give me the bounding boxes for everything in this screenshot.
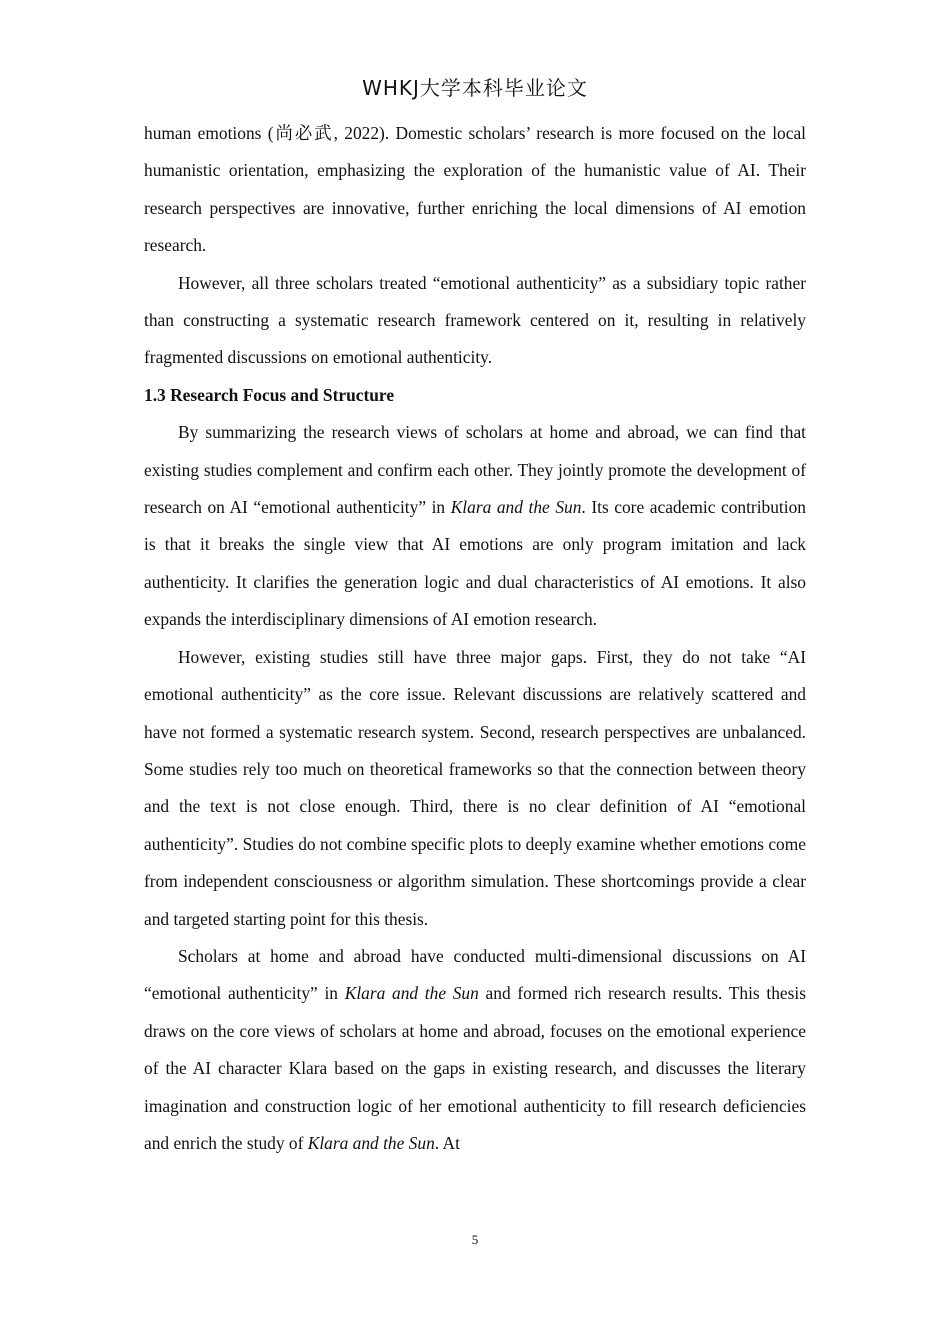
text-run: . Its core academic contribution is that it breaks the single view that AI emotions are only program imitation and lack authenticity. It clarifies the generation logic and dual characteristics of AI emotions. It also expands the interdisciplinary dimensions of AI emotion research. (144, 497, 806, 630)
text-run: Scholars at home and abroad have conducted multi-dimensional discussions on AI “emotional authenticity” in (144, 945, 806, 1004)
paragraph (144, 414, 806, 638)
section-heading: 1.3 Research Focus and Structure (144, 384, 395, 405)
book-title: Klara and the Sun (450, 497, 582, 518)
page-number: 5 (471, 1232, 479, 1247)
text-run: and formed rich research results. This thesis draws on the core views of scholars at home and abroad, focuses on the emotional experience of the AI character Klara based on the gaps in existing research, and discusses the literary imagination and construction logic of her emotional authenticity to fill research deficiencies and enrich the study of (144, 983, 806, 1153)
paragraph: human emotions (尚必武, 2022). Domestic scholars’ research is more focused on the local humanistic orientation, emphasizing the exploration of the humanistic value of AI. Their research perspectives are innovative, further enriching the local dimensions of AI emotion research. (144, 123, 806, 256)
book-title: Klara and the Sun (344, 983, 479, 1004)
paragraph (144, 938, 806, 1162)
text-run: . At (434, 1132, 460, 1153)
paragraph: However, all three scholars treated “emotional authenticity” as a subsidiary topic rather than constructing a systematic research framework centered on it, resulting in relatively fragmented discussions on emotional authenticity. (144, 272, 806, 368)
book-title: Klara and the Sun (307, 1132, 435, 1153)
text-run: By summarizing the research views of scholars at home and abroad, we can find that existing studies complement and confirm each other. They jointly promote the development of research on AI “emotional authenticity” in (144, 422, 806, 518)
running-header: WHKJ大学本科毕业论文 (362, 76, 588, 100)
body-text (144, 115, 806, 1162)
paragraph: However, existing studies still have three major gaps. First, they do not take “AI emotional authenticity” as the core issue. Relevant discussions are relatively scattered and have not formed a systematic research system. Second, research perspectives are unbalanced. Some studies rely too much on theoretical frameworks so that the connection between theory and the text is not close enough. Third, there is no clear definition of AI “emotional authenticity”. Studies do not combine specific plots to deeply examine whether emotions come from independent consciousness or algorithm simulation. These shortcomings provide a clear and targeted starting point for this thesis. (144, 646, 806, 929)
